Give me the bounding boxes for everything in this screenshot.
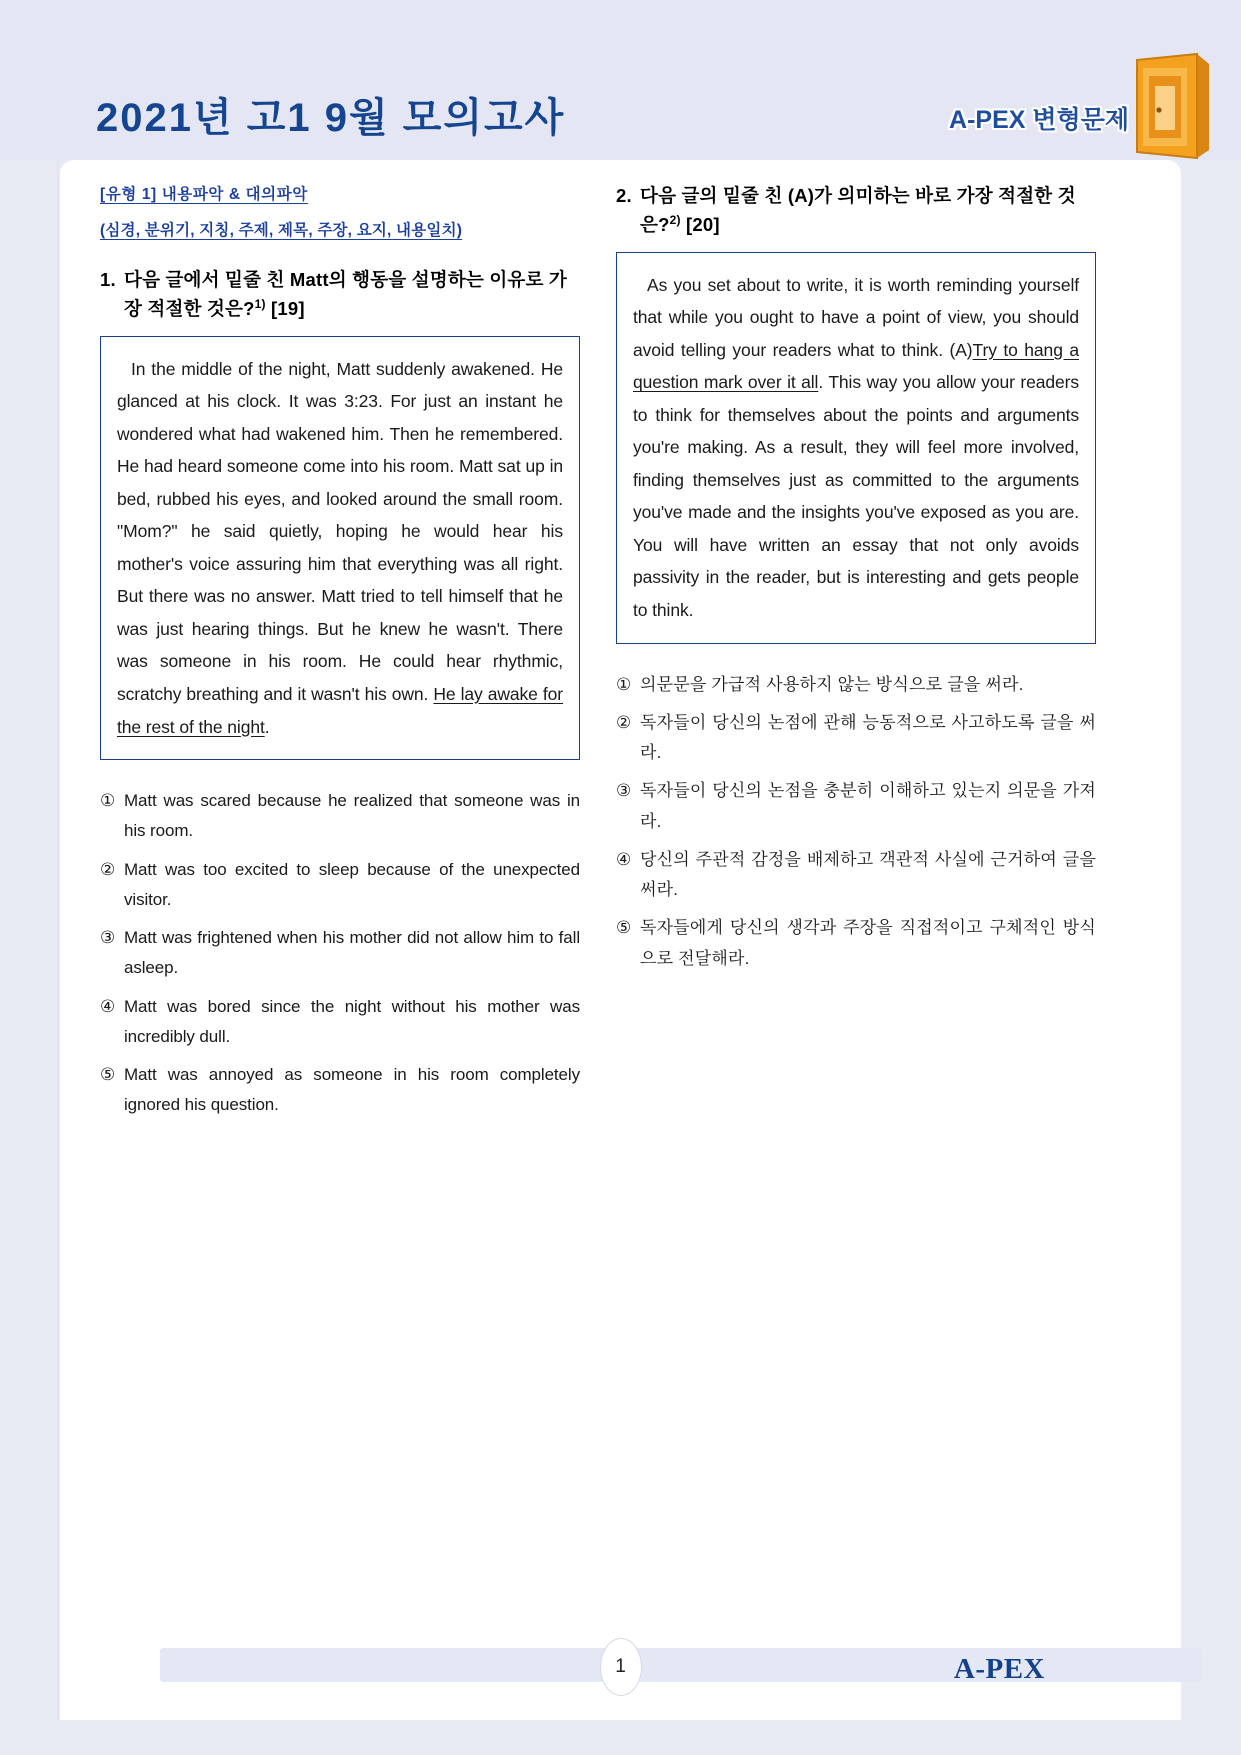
page-number: 1: [615, 1656, 626, 1677]
brand-label: A-PEX 변형문제: [949, 106, 1129, 134]
orange-book-icon: [1127, 52, 1213, 160]
choice-item[interactable]: [616, 776, 1096, 837]
passage-2-tail: . This way you allow your readers to think for themselves about the points and arguments you're making. As a result, they will feel more involved, finding themselves just as committed to the arguments you've made and the insights you've exposed as you are. You will have written an essay that not only avoids passivity in the reader, but is interesting and gets people to think.: [633, 372, 1079, 620]
question-1-text: 다음 글에서 밑줄 친 Matt의 행동을 설명하는 이유로 가장 적절한 것은?: [124, 269, 567, 319]
choice-marker: ③: [100, 928, 116, 948]
choice-marker: ⑤: [100, 1065, 116, 1085]
choice-text: 당신의 주관적 감정을 배제하고 객관적 사실에 근거하여 글을 써라.: [640, 849, 1096, 900]
footer-bar: [160, 1648, 1202, 1682]
footer-logo: A-PEX: [953, 1653, 1045, 1685]
question-1-tag: [19]: [271, 297, 305, 319]
choice-text: Matt was annoyed as someone in his room completely ignored his question.: [124, 1065, 580, 1115]
question-2-tag: [20]: [686, 213, 720, 235]
question-2-choices: [616, 670, 1096, 974]
question-2-stem: [616, 182, 1096, 240]
page-number-badge: [600, 1638, 642, 1696]
choice-item[interactable]: [100, 1060, 580, 1121]
choice-text: 독자들이 당신의 논점을 충분히 이해하고 있는지 의문을 가져라.: [640, 781, 1096, 831]
choice-marker: ⑤: [616, 918, 632, 938]
type-label: [유형 1] 내용파악 & 대의파악: [100, 186, 308, 203]
choice-item[interactable]: [616, 845, 1096, 906]
choice-item[interactable]: [616, 708, 1096, 769]
question-1-number: 1.: [100, 269, 116, 290]
choice-marker: ③: [616, 781, 632, 801]
choice-item[interactable]: [100, 923, 580, 984]
question-2-number: 2.: [616, 185, 632, 206]
choice-marker: ④: [100, 996, 116, 1016]
passage-1-underlined: He lay awake for the rest of the night: [117, 683, 563, 737]
question-2-text: 다음 글의 밑줄 친 (A)가 의미하는 바로 가장 적절한 것은?: [640, 185, 1076, 235]
left-column: [100, 182, 580, 1129]
question-1-footnote: 1): [254, 296, 266, 311]
choice-text: Matt was scared because he realized that someone was in his room.: [124, 791, 580, 841]
section-type-subheading: [100, 218, 580, 266]
choice-marker: ④: [616, 849, 632, 869]
question-2-passage-box: [616, 252, 1096, 644]
choice-text: Matt was too excited to sleep because of the unexpected visitor.: [124, 859, 580, 909]
choice-item[interactable]: [100, 855, 580, 916]
choice-item[interactable]: [616, 670, 1096, 700]
passage-1-text: In the middle of the night, Matt suddenly awakened. He glanced at his clock. It was 3:23. For just an instant he wondered what had wakened him. Then he remembered. He had heard someone come into his room. Matt sat up in bed, rubbed his eyes, and looked around the small room. "Mom?" he said quietly, hoping he would hear his mother's voice assuring him that everything was all right. But there was no answer. Matt tried to tell himself that he was just hearing things. But he knew he wasn't. There was someone in his room. He could hear rhythmic, scratchy breathing and it wasn't his own.: [117, 358, 563, 704]
choice-marker: ②: [100, 859, 116, 879]
page-title: 2021년 고1 9월 모의고사: [96, 96, 566, 140]
choice-item[interactable]: [616, 913, 1096, 974]
passage-1-tail: .: [264, 716, 270, 737]
question-1-stem: [100, 266, 580, 324]
choice-item[interactable]: [100, 992, 580, 1053]
section-type-heading: [100, 182, 580, 218]
choice-item[interactable]: [100, 786, 580, 847]
brand-lockup: [949, 100, 1129, 136]
question-2-footnote: 2): [669, 212, 681, 227]
passage-2-underlined: Try to hang a question mark over it all: [633, 339, 1079, 393]
choice-marker: ①: [100, 791, 116, 811]
question-1-passage-box: [100, 336, 580, 761]
choice-marker: ①: [616, 674, 632, 694]
two-column-body: [60, 160, 1181, 1129]
question-1-choices: [100, 786, 580, 1121]
choice-text: 독자들에게 당신의 생각과 주장을 직접적이고 구체적인 방식으로 전달해라.: [640, 918, 1096, 968]
type-sublabel: (심경, 분위기, 지칭, 주제, 제목, 주장, 요지, 내용일치): [100, 222, 463, 239]
choice-text: Matt was frightened when his mother did not allow him to fall asleep.: [124, 928, 580, 978]
passage-2-text: As you set about to write, it is worth reminding yourself that while you ought to have a point of view, you should avoid telling your readers what to think. (A): [633, 274, 1079, 360]
choice-text: 의문문을 가급적 사용하지 않는 방식으로 글을 써라.: [640, 674, 1024, 694]
page-header: [0, 0, 1241, 160]
choice-text: Matt was bored since the night without his mother was incredibly dull.: [124, 996, 580, 1046]
right-column: [616, 182, 1096, 1129]
paper-sheet: [60, 160, 1181, 1720]
choice-marker: ②: [616, 712, 632, 732]
choice-text: 독자들이 당신의 논점에 관해 능동적으로 사고하도록 글을 써라.: [640, 712, 1096, 763]
